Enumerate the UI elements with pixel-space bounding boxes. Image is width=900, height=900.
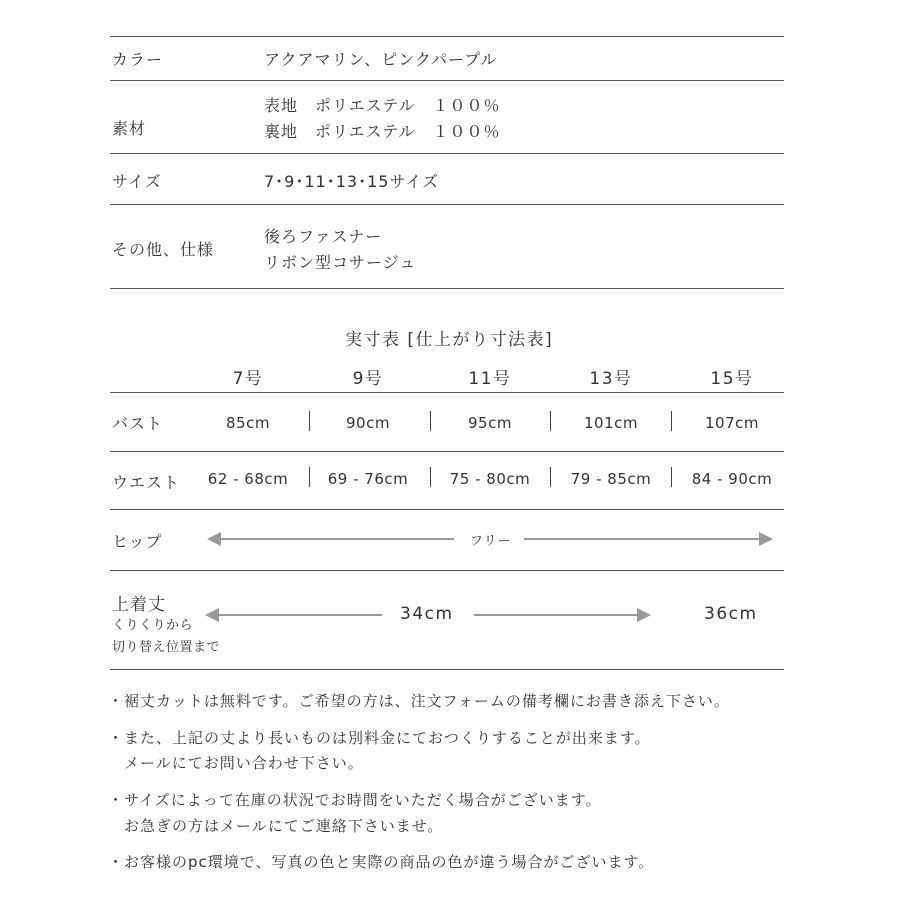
length-sublabel: 切り替え位置まで bbox=[112, 640, 221, 655]
spec-value-material-lining: 裏地 ポリエステル １００％ bbox=[264, 122, 501, 141]
arrow-right-icon bbox=[759, 532, 773, 546]
arrow-line bbox=[218, 538, 454, 540]
size-column-header: 7号 bbox=[232, 369, 264, 389]
divider bbox=[110, 392, 784, 393]
note-text: ・お客様のpc環境で、写真の色と実際の商品の色が違う場合がございます。 bbox=[108, 853, 655, 871]
waist-value: 79 - 85cm bbox=[570, 470, 652, 488]
size-column-header: 9号 bbox=[352, 369, 384, 389]
length-value: 36cm bbox=[704, 604, 758, 624]
divider bbox=[110, 669, 784, 670]
spec-value-size: 7･9･11･13･15サイズ bbox=[264, 172, 440, 191]
arrow-line bbox=[524, 538, 762, 540]
size-column-header: 11号 bbox=[468, 369, 512, 389]
divider bbox=[110, 204, 784, 205]
bust-value: 85cm bbox=[226, 414, 270, 432]
size-column-header: 13号 bbox=[589, 369, 633, 389]
spec-label-size: サイズ bbox=[112, 172, 162, 191]
hip-label: ヒップ bbox=[112, 532, 163, 551]
length-sublabel: くりくりから bbox=[112, 618, 194, 633]
divider bbox=[110, 36, 784, 37]
spec-value-color: アクアマリン、ピンクパープル bbox=[264, 50, 498, 69]
spec-value-material-outer: 表地 ポリエステル １００％ bbox=[264, 96, 501, 115]
length-label: 上着丈 bbox=[112, 595, 166, 615]
divider bbox=[110, 509, 784, 510]
note-text: メールにてお問い合わせ下さい。 bbox=[108, 754, 364, 772]
spec-label-color: カラー bbox=[112, 50, 164, 69]
hip-value: フリー bbox=[470, 534, 512, 549]
waist-value: 75 - 80cm bbox=[449, 470, 531, 488]
spec-label-other: その他、仕様 bbox=[112, 240, 215, 259]
divider bbox=[110, 80, 784, 81]
length-value: 34cm bbox=[400, 604, 454, 624]
note-text: ・サイズによって在庫の状況でお時間をいただく場合がございます。 bbox=[108, 791, 602, 809]
arrow-line bbox=[216, 614, 382, 616]
divider bbox=[110, 570, 784, 571]
spec-value-other-zipper: 後ろファスナー bbox=[264, 227, 383, 246]
bust-label: バスト bbox=[112, 414, 164, 433]
divider bbox=[110, 451, 784, 452]
bust-value: 107cm bbox=[705, 414, 759, 432]
spec-label-material: 素材 bbox=[112, 119, 147, 138]
waist-value: 69 - 76cm bbox=[327, 470, 409, 488]
spec-value-other-corsage: リボン型コサージュ bbox=[264, 253, 417, 272]
bust-value: 90cm bbox=[346, 414, 390, 432]
note-text: ・裾丈カットは無料です。ご希望の方は、注文フォームの備考欄にお書き添え下さい。 bbox=[108, 692, 730, 710]
note-text: ・また、上記の丈より長いものは別料金にておつくりすることが出来ます。 bbox=[108, 729, 651, 747]
waist-value: 62 - 68cm bbox=[207, 470, 289, 488]
divider bbox=[110, 288, 784, 289]
bust-value: 101cm bbox=[584, 414, 638, 432]
bust-value: 95cm bbox=[468, 414, 512, 432]
waist-value: 84 - 90cm bbox=[691, 470, 773, 488]
divider bbox=[110, 153, 784, 154]
size-table-title: 実寸表 [仕上がり寸法表] bbox=[345, 330, 554, 350]
arrow-right-icon bbox=[637, 608, 651, 622]
size-column-header: 15号 bbox=[710, 369, 754, 389]
arrow-line bbox=[474, 614, 640, 616]
waist-label: ウエスト bbox=[112, 473, 181, 492]
note-text: お急ぎの方はメールにてご連絡下さいませ。 bbox=[108, 817, 444, 835]
